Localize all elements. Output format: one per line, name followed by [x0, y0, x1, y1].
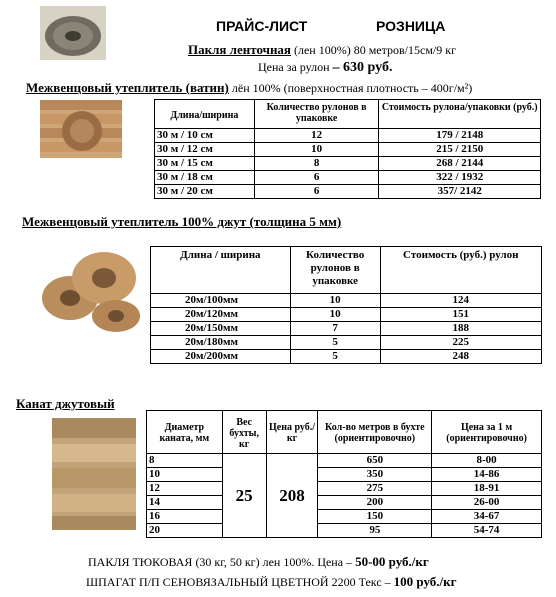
pakla-price-line — [258, 60, 392, 76]
table-cell: 10 — [147, 468, 223, 482]
table-cell: 5 — [290, 336, 380, 350]
table-cell: 357/ 2142 — [379, 185, 541, 199]
table-cell: 10 — [290, 308, 380, 322]
pakla-desc: (лен 100%) 80 метров/15см/9 кг — [293, 43, 457, 57]
table-cell: 54-74 — [432, 524, 542, 538]
table-row — [151, 322, 542, 336]
section3-title: Канат джутовый — [16, 396, 115, 411]
table-cell: 8-00 — [432, 454, 542, 468]
table-cell: 10 — [254, 143, 379, 157]
column-header: Длина/ширина — [155, 100, 255, 129]
footer-line-2 — [86, 574, 457, 590]
column-header: Длина / ширина — [151, 247, 291, 294]
column-header: Кол-во метров в бухте (ориентировочно) — [318, 411, 432, 454]
table-cell: 20м/200мм — [151, 350, 291, 364]
table-cell: 151 — [380, 308, 541, 322]
section2-title: Межвенцовый утеплитель 100% джут (толщина 5 мм) — [22, 214, 342, 229]
table-cell: 30 м / 15 см — [155, 157, 255, 171]
table-row — [151, 350, 542, 364]
section1-note: лён 100% (поверхностная плотность – 400г/м²) — [231, 81, 473, 95]
table-cell: 188 — [380, 322, 541, 336]
table-cell: 26-00 — [432, 496, 542, 510]
column-header: Количество рулонов в упаковке — [290, 247, 380, 294]
table-cell: 322 / 1932 — [379, 171, 541, 185]
column-header: Цена за 1 м (ориентировочно) — [432, 411, 542, 454]
rope-weight-cell: 25 — [222, 454, 266, 538]
table-row — [151, 308, 542, 322]
table-cell: 20м/150мм — [151, 322, 291, 336]
table-cell: 248 — [380, 350, 541, 364]
table-cell: 200 — [318, 496, 432, 510]
table-row — [155, 129, 541, 143]
jute-rope-photo — [52, 418, 136, 530]
table-cell: 150 — [318, 510, 432, 524]
footer-item-desc: (30 кг, 50 кг) лен 100%. Цена – — [195, 555, 353, 569]
column-header: Цена руб./кг — [266, 411, 318, 454]
section1-table — [154, 99, 541, 199]
table-cell: 6 — [254, 171, 379, 185]
table-cell: 30 м / 12 см — [155, 143, 255, 157]
table-cell: 268 / 2144 — [379, 157, 541, 171]
table-cell: 14 — [147, 496, 223, 510]
table-row — [155, 185, 541, 199]
footer-item-name: ПАКЛЯ ТЮКОВАЯ — [88, 555, 193, 569]
table-row — [147, 510, 542, 524]
table-cell: 20 — [147, 524, 223, 538]
table-row — [155, 143, 541, 157]
table-cell: 95 — [318, 524, 432, 538]
footer-item-name: ШПАГАТ П/П СЕНОВЯЗАЛЬНЫЙ ЦВЕТНОЙ — [86, 575, 329, 589]
table-cell: 10 — [290, 294, 380, 308]
table-cell: 275 — [318, 482, 432, 496]
table-cell: 12 — [254, 129, 379, 143]
column-header: Стоимость рулона/упаковки (руб.) — [379, 100, 541, 129]
table-header-row — [151, 247, 542, 294]
table-cell: 18-91 — [432, 482, 542, 496]
table-header-row — [147, 411, 542, 454]
table-cell: 30 м / 10 см — [155, 129, 255, 143]
wall-insulation-photo — [40, 100, 122, 158]
table-header-row — [155, 100, 541, 129]
table-row — [147, 524, 542, 538]
column-header: Диаметр каната, мм — [147, 411, 223, 454]
tape-roll-photo — [40, 6, 106, 60]
table-cell: 12 — [147, 482, 223, 496]
section1-title: Межвенцовый утеплитель (ватин) — [26, 80, 229, 95]
section2-table — [150, 246, 542, 364]
pakla-price-value: – 630 руб. — [332, 60, 393, 75]
table-row — [147, 482, 542, 496]
table-row — [155, 157, 541, 171]
table-row — [151, 336, 542, 350]
table-cell: 5 — [290, 350, 380, 364]
table-row — [147, 496, 542, 510]
table-cell: 124 — [380, 294, 541, 308]
table-cell: 650 — [318, 454, 432, 468]
table-cell: 30 м / 18 см — [155, 171, 255, 185]
table-cell: 34-67 — [432, 510, 542, 524]
page-subtitle: РОЗНИЦА — [376, 18, 446, 34]
footer-item-desc: 2200 Текс – — [331, 575, 391, 589]
table-cell: 20м/120мм — [151, 308, 291, 322]
table-row — [151, 294, 542, 308]
table-cell: 6 — [254, 185, 379, 199]
section1-heading — [26, 80, 472, 96]
table-cell: 350 — [318, 468, 432, 482]
table-cell: 215 / 2150 — [379, 143, 541, 157]
table-cell: 179 / 2148 — [379, 129, 541, 143]
jute-rolls-photo — [34, 238, 146, 336]
footer-line-1 — [88, 554, 429, 570]
rope-price-cell: 208 — [266, 454, 318, 538]
pakla-name: Пакля ленточная — [188, 42, 291, 57]
table-cell: 7 — [290, 322, 380, 336]
table-row — [147, 468, 542, 482]
column-header: Количество рулонов в упаковке — [254, 100, 379, 129]
table-cell: 20м/180мм — [151, 336, 291, 350]
table-cell: 16 — [147, 510, 223, 524]
table-cell: 8 — [147, 454, 223, 468]
footer-item-price: 50-00 руб./кг — [355, 554, 429, 569]
table-cell: 8 — [254, 157, 379, 171]
column-header: Стоимость (руб.) рулон — [380, 247, 541, 294]
section3-table — [146, 410, 542, 538]
pakla-price-prefix: Цена за рулон — [258, 60, 330, 74]
table-row — [155, 171, 541, 185]
table-row — [147, 454, 542, 468]
footer-item-price: 100 руб./кг — [393, 574, 457, 589]
table-cell: 20м/100мм — [151, 294, 291, 308]
page-title: ПРАЙС-ЛИСТ — [216, 18, 308, 34]
table-cell: 225 — [380, 336, 541, 350]
column-header: Вес бухты, кг — [222, 411, 266, 454]
pakla-line — [188, 42, 456, 58]
table-cell: 14-86 — [432, 468, 542, 482]
table-cell: 30 м / 20 см — [155, 185, 255, 199]
